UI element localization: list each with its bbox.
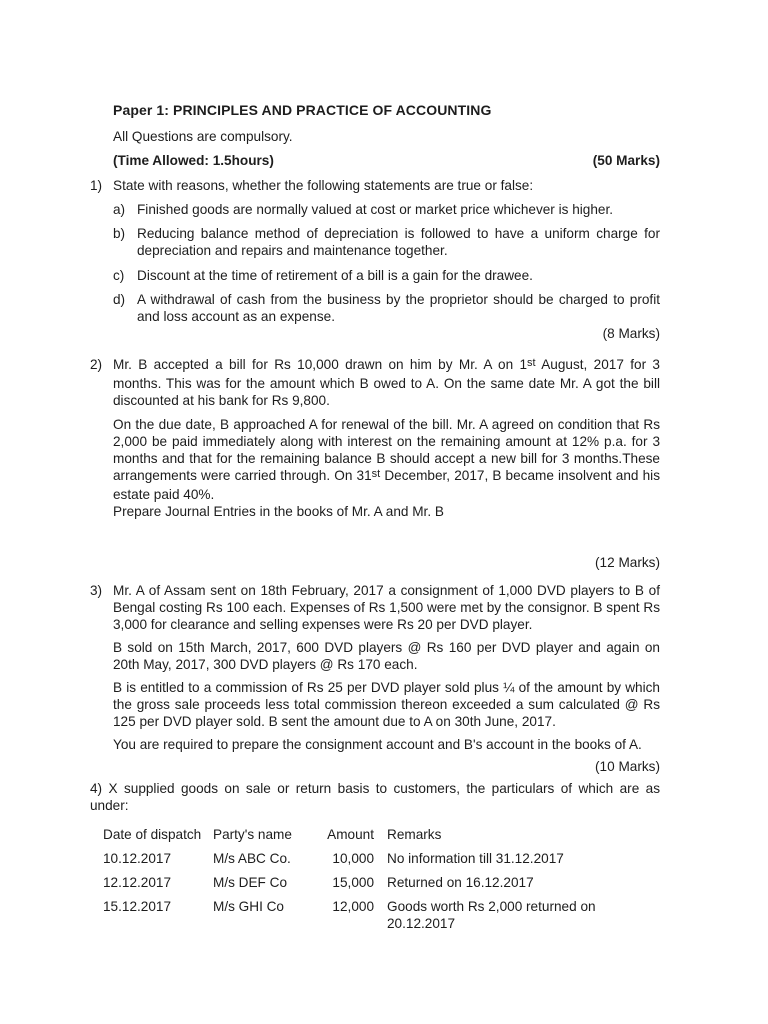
cell-remarks: No information till 31.12.2017 — [387, 851, 564, 866]
question-3-marks: (10 Marks) — [595, 759, 660, 774]
question-3-paragraph-3: B is entitled to a commission of Rs 25 per DVD player sold plus ¼ of the amount by which the gross sale proceeds less total commission thereon exceeded a sum calculated @ Rs 125 per DVD player sold. B sent the amount due to A on 30th June, 2017. — [113, 680, 660, 729]
time-allowed: (Time Allowed: 1.5hours) — [113, 153, 274, 168]
question-4-text: X supplied goods on sale or return basis to customers, the particulars of which are as under: — [90, 781, 661, 813]
question-3 — [90, 582, 660, 775]
table-row — [103, 850, 660, 867]
cell-amount: 12,000 — [332, 899, 374, 914]
question-1-item-a — [113, 201, 660, 218]
dispatch-table — [103, 826, 660, 932]
col-header-party: Party's name — [213, 827, 292, 842]
question-3-paragraph-1: Mr. A of Assam sent on 18th February, 2017 a consignment of 1,000 DVD players to B of Bengal costing Rs 100 each. Expenses of Rs 1,500 were met by the consignor. B spent Rs 3,000 for clearance and selling expenses were Rs 20 per DVD player. — [113, 583, 660, 632]
total-marks: (50 Marks) — [592, 153, 660, 168]
item-b-label: b) — [113, 226, 126, 241]
question-2-marks: (12 Marks) — [595, 555, 660, 570]
cell-date: 12.12.2017 — [103, 875, 172, 890]
item-d-label: d) — [113, 292, 126, 307]
cell-party: M/s ABC Co. — [213, 851, 291, 866]
question-2-number: 2) — [90, 357, 103, 372]
question-2 — [90, 356, 660, 571]
question-2-paragraph-1: Mr. B accepted a bill for Rs 10,000 drawn on him by Mr. A on 1st August, 2017 for 3 months. This was for the amount which B owed to A. On the same date Mr. A got the bill discounted at his bank for Rs 9,800. — [113, 356, 660, 408]
question-4 — [90, 780, 660, 814]
cell-party: M/s DEF Co — [213, 875, 288, 890]
question-2-instruction: Prepare Journal Entries in the books of Mr. A and Mr. B — [113, 504, 444, 519]
question-1-number: 1) — [90, 178, 103, 193]
cell-amount: 15,000 — [332, 875, 374, 890]
item-b-text: Reducing balance method of depreciation is followed to have a uniform charge for depreciation and repairs and maintenance together. — [137, 226, 660, 258]
item-a-label: a) — [113, 202, 126, 217]
item-c-label: c) — [113, 268, 125, 283]
question-1 — [90, 177, 660, 342]
question-1-item-b — [113, 225, 660, 259]
cell-remarks: Returned on 16.12.2017 — [387, 875, 534, 890]
table-header-row — [103, 826, 660, 843]
table-row — [103, 874, 660, 891]
item-c-text: Discount at the time of retirement of a bill is a gain for the drawee. — [137, 268, 533, 283]
item-a-text: Finished goods are normally valued at cost or market price whichever is higher. — [137, 202, 614, 217]
page-title: Paper 1: PRINCIPLES AND PRACTICE OF ACCOUNTING — [113, 102, 492, 118]
cell-party: M/s GHI Co — [213, 899, 284, 914]
question-1-item-d — [113, 291, 660, 325]
question-1-text: State with reasons, whether the following statements are true or false: — [113, 178, 534, 193]
time-marks-row — [113, 152, 660, 169]
cell-date: 15.12.2017 — [103, 899, 172, 914]
question-4-number: 4) — [90, 781, 103, 796]
table-row — [103, 898, 660, 932]
col-header-date: Date of dispatch — [103, 827, 202, 842]
question-3-number: 3) — [90, 583, 103, 598]
question-3-paragraph-2: B sold on 15th March, 2017, 600 DVD players @ Rs 160 per DVD player and again on 20th May, 2017, 300 DVD players @ Rs 170 each. — [113, 640, 660, 672]
cell-amount: 10,000 — [332, 851, 374, 866]
compulsory-note: All Questions are compulsory. — [113, 129, 293, 144]
question-1-item-c — [113, 267, 660, 284]
question-3-instruction: You are required to prepare the consignment account and B's account in the books of A. — [113, 737, 642, 752]
col-header-amount: Amount — [327, 827, 374, 842]
col-header-remarks: Remarks — [387, 827, 442, 842]
question-2-paragraph-2: On the due date, B approached A for renewal of the bill. Mr. A agreed on condition that Rs 2,000 be paid immediately along with interest on the remaining amount at 12% p.a. for 3 months and that for the remaining balance B should accept a new bill for 3 months.These arrangements were carried through. On 31st December, 2017, B became insolvent and his estate paid 40%. — [113, 417, 660, 502]
question-1-marks: (8 Marks) — [602, 326, 660, 341]
cell-remarks: Goods worth Rs 2,000 returned on 20.12.2017 — [387, 899, 596, 931]
cell-date: 10.12.2017 — [103, 851, 172, 866]
item-d-text: A withdrawal of cash from the business by the proprietor should be charged to profit and loss account as an expense. — [137, 292, 660, 324]
